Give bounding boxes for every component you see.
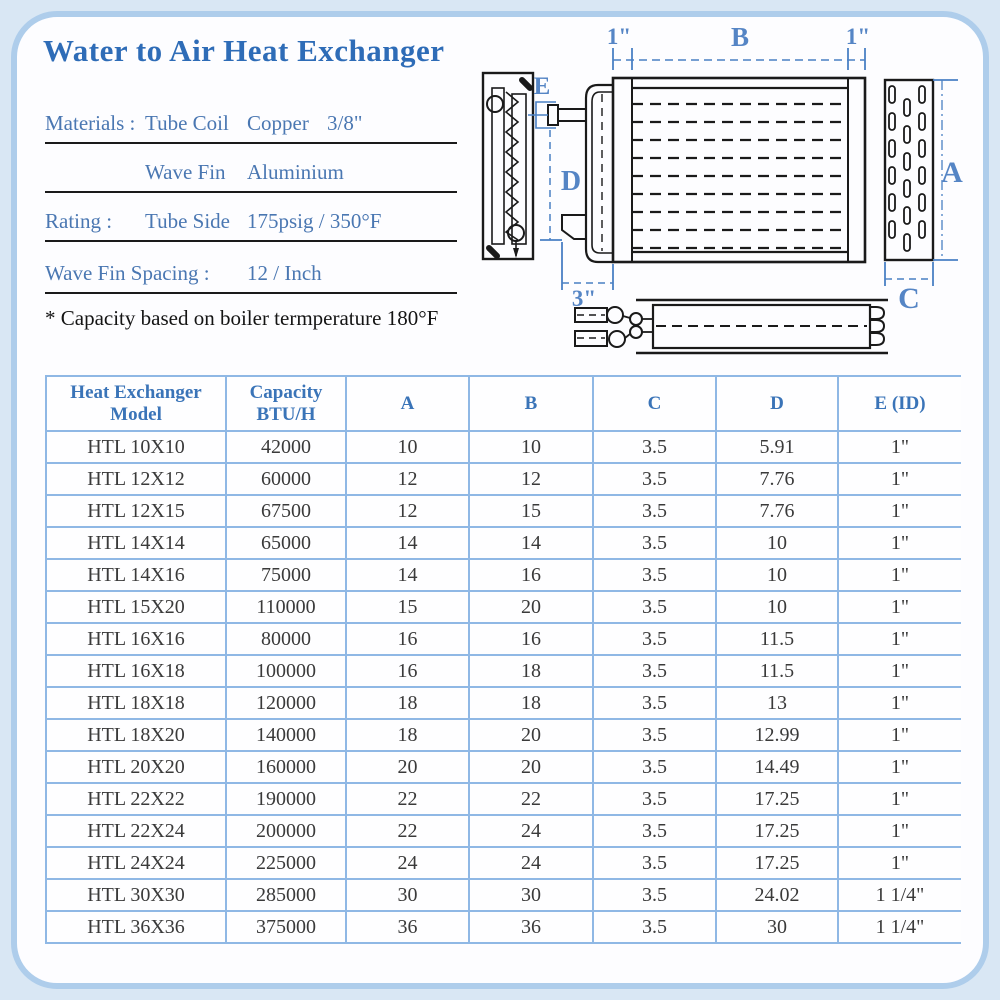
table-cell: 22 (469, 783, 593, 815)
dim-label-a: A (941, 156, 963, 189)
table-cell: 18 (346, 687, 469, 719)
table-cell: 24 (346, 847, 469, 879)
fin-spacing-value: 12 / Inch (247, 261, 322, 285)
column-header: A (346, 376, 469, 431)
table-cell: 20 (469, 751, 593, 783)
table-cell: 10 (716, 591, 838, 623)
column-header: C (593, 376, 716, 431)
table-cell: 3.5 (593, 495, 716, 527)
table-cell: HTL 14X14 (46, 527, 226, 559)
table-cell: 120000 (226, 687, 346, 719)
table-body (46, 431, 961, 943)
rating-label: Rating : (45, 209, 113, 233)
table-cell: 1" (838, 687, 961, 719)
table-cell: 3.5 (593, 559, 716, 591)
table-cell: 11.5 (716, 655, 838, 687)
page-title: Water to Air Heat Exchanger (43, 33, 445, 68)
table-cell: 1" (838, 719, 961, 751)
table-cell: HTL 12X12 (46, 463, 226, 495)
column-header: B (469, 376, 593, 431)
table-row (46, 719, 961, 751)
table-cell: HTL 30X30 (46, 879, 226, 911)
table-row (46, 911, 961, 943)
table-row (46, 655, 961, 687)
table-cell: 20 (469, 591, 593, 623)
table-cell: 36 (469, 911, 593, 943)
table-cell: 225000 (226, 847, 346, 879)
rating-item-label: Tube Side (145, 209, 230, 233)
coil-side-view (483, 73, 533, 259)
table-cell: 80000 (226, 623, 346, 655)
table-row (46, 591, 961, 623)
table-cell: 14 (469, 527, 593, 559)
table-cell: 1" (838, 495, 961, 527)
table-cell: 3.5 (593, 879, 716, 911)
table-row (46, 847, 961, 879)
fin-spacing-label: Wave Fin Spacing : (45, 261, 210, 285)
table-cell: 3.5 (593, 527, 716, 559)
table-cell: 36 (346, 911, 469, 943)
table-cell: 200000 (226, 815, 346, 847)
table-cell: 10 (469, 431, 593, 463)
spec-row-wave-fin (45, 155, 457, 193)
table-cell: 1" (838, 559, 961, 591)
table-cell: 16 (469, 559, 593, 591)
table-cell: 17.25 (716, 783, 838, 815)
front-view (528, 22, 870, 311)
table-row (46, 527, 961, 559)
table-row (46, 623, 961, 655)
table-cell: 1 1/4" (838, 911, 961, 943)
dim-label-e: E (533, 73, 551, 100)
table-cell: 75000 (226, 559, 346, 591)
column-header: Heat Exchanger Model (46, 376, 226, 431)
tube-coil-size: 3/8" (327, 111, 363, 135)
table-cell: 1 1/4" (838, 879, 961, 911)
dim-label-1in-left: 1" (606, 24, 632, 49)
table-cell: 10 (716, 527, 838, 559)
spec-sheet-card (11, 11, 989, 989)
dim-label-1in-right: 1" (845, 24, 871, 49)
model-spec-table (45, 375, 961, 944)
column-header: Capacity BTU/H (226, 376, 346, 431)
fin-slots (889, 86, 925, 251)
table-cell: 3.5 (593, 463, 716, 495)
table-cell: 3.5 (593, 591, 716, 623)
table-cell: HTL 16X18 (46, 655, 226, 687)
table-cell: 140000 (226, 719, 346, 751)
table-cell: 67500 (226, 495, 346, 527)
table-cell: 18 (346, 719, 469, 751)
table-cell: HTL 22X24 (46, 815, 226, 847)
table-cell: 14 (346, 527, 469, 559)
table-cell: 3.5 (593, 815, 716, 847)
table-cell: 3.5 (593, 911, 716, 943)
tube-lines (632, 104, 848, 248)
table-cell: 3.5 (593, 655, 716, 687)
table-cell: 285000 (226, 879, 346, 911)
dim-label-3in: 3" (571, 286, 597, 311)
table-row (46, 431, 961, 463)
rating-value: 175psig / 350°F (247, 209, 382, 233)
table-cell: HTL 10X10 (46, 431, 226, 463)
table-cell: HTL 12X15 (46, 495, 226, 527)
wave-fin-material: Aluminium (247, 160, 344, 184)
table-cell: 14.49 (716, 751, 838, 783)
table-cell: 3.5 (593, 847, 716, 879)
table-cell: 375000 (226, 911, 346, 943)
table-cell: 20 (346, 751, 469, 783)
fin-side-view (885, 80, 963, 315)
table-row (46, 815, 961, 847)
table-row (46, 751, 961, 783)
table-cell: 100000 (226, 655, 346, 687)
table-cell: 7.76 (716, 495, 838, 527)
table-cell: 1" (838, 463, 961, 495)
table-cell: 1" (838, 431, 961, 463)
table-cell: 7.76 (716, 463, 838, 495)
table-cell: 160000 (226, 751, 346, 783)
table-cell: 1" (838, 847, 961, 879)
column-header: D (716, 376, 838, 431)
table-cell: 17.25 (716, 847, 838, 879)
table-cell: HTL 20X20 (46, 751, 226, 783)
table-cell: HTL 15X20 (46, 591, 226, 623)
heat-exchanger-diagram (478, 12, 970, 372)
table-row (46, 463, 961, 495)
table-cell: 22 (346, 815, 469, 847)
table-cell: 12.99 (716, 719, 838, 751)
table-cell: 1" (838, 623, 961, 655)
table-cell: 22 (346, 783, 469, 815)
tube-coil-material: Copper (247, 111, 309, 135)
table-cell: 3.5 (593, 623, 716, 655)
table-cell: 12 (346, 495, 469, 527)
table-cell: 3.5 (593, 719, 716, 751)
dim-label-d: D (560, 166, 582, 197)
table-cell: 24 (469, 847, 593, 879)
tube-coil-label: Tube Coil (145, 111, 229, 135)
table-cell: 3.5 (593, 751, 716, 783)
table-cell: HTL 22X22 (46, 783, 226, 815)
table-cell: 30 (346, 879, 469, 911)
table-cell: 3.5 (593, 431, 716, 463)
table-cell: HTL 18X20 (46, 719, 226, 751)
table-cell: HTL 14X16 (46, 559, 226, 591)
table-cell: 15 (469, 495, 593, 527)
table-row (46, 559, 961, 591)
table-cell: HTL 16X16 (46, 623, 226, 655)
table-cell: HTL 24X24 (46, 847, 226, 879)
table-cell: 5.91 (716, 431, 838, 463)
table-cell: 1" (838, 751, 961, 783)
table-cell: 10 (716, 559, 838, 591)
table-cell: 15 (346, 591, 469, 623)
table-cell: 12 (346, 463, 469, 495)
table-cell: 1" (838, 591, 961, 623)
table-row (46, 879, 961, 911)
table-row (46, 495, 961, 527)
table-cell: 42000 (226, 431, 346, 463)
table-cell: 13 (716, 687, 838, 719)
table-cell: 3.5 (593, 783, 716, 815)
table-cell: HTL 36X36 (46, 911, 226, 943)
table-cell: 24.02 (716, 879, 838, 911)
dim-label-b: B (730, 22, 750, 52)
table-header-row (46, 376, 961, 431)
table-cell: 30 (716, 911, 838, 943)
table-cell: 17.25 (716, 815, 838, 847)
table-cell: 60000 (226, 463, 346, 495)
table-cell: 18 (469, 687, 593, 719)
table-cell: 1" (838, 783, 961, 815)
column-header: E (ID) (838, 376, 961, 431)
table-cell: 16 (346, 655, 469, 687)
table-cell: 16 (469, 623, 593, 655)
top-view (575, 300, 888, 353)
dim-label-c: C (898, 282, 920, 315)
table-cell: 3.5 (593, 687, 716, 719)
spec-row-materials (45, 106, 457, 144)
table-cell: 20 (469, 719, 593, 751)
table-cell: 24 (469, 815, 593, 847)
table-row (46, 687, 961, 719)
spec-row-fin-spacing (45, 256, 457, 294)
table-cell: 10 (346, 431, 469, 463)
table-cell: 190000 (226, 783, 346, 815)
table-cell: 30 (469, 879, 593, 911)
table-cell: 11.5 (716, 623, 838, 655)
table-cell: 14 (346, 559, 469, 591)
table-cell: HTL 18X18 (46, 687, 226, 719)
table-row (46, 783, 961, 815)
table-cell: 1" (838, 655, 961, 687)
table-cell: 65000 (226, 527, 346, 559)
capacity-note: * Capacity based on boiler termperature 180°F (45, 306, 439, 330)
table-cell: 18 (469, 655, 593, 687)
table-cell: 1" (838, 815, 961, 847)
table-cell: 110000 (226, 591, 346, 623)
table-cell: 12 (469, 463, 593, 495)
table-cell: 16 (346, 623, 469, 655)
wave-fin-label: Wave Fin (145, 160, 226, 184)
spec-row-rating (45, 204, 457, 242)
materials-label: Materials : (45, 111, 136, 135)
table-cell: 1" (838, 527, 961, 559)
